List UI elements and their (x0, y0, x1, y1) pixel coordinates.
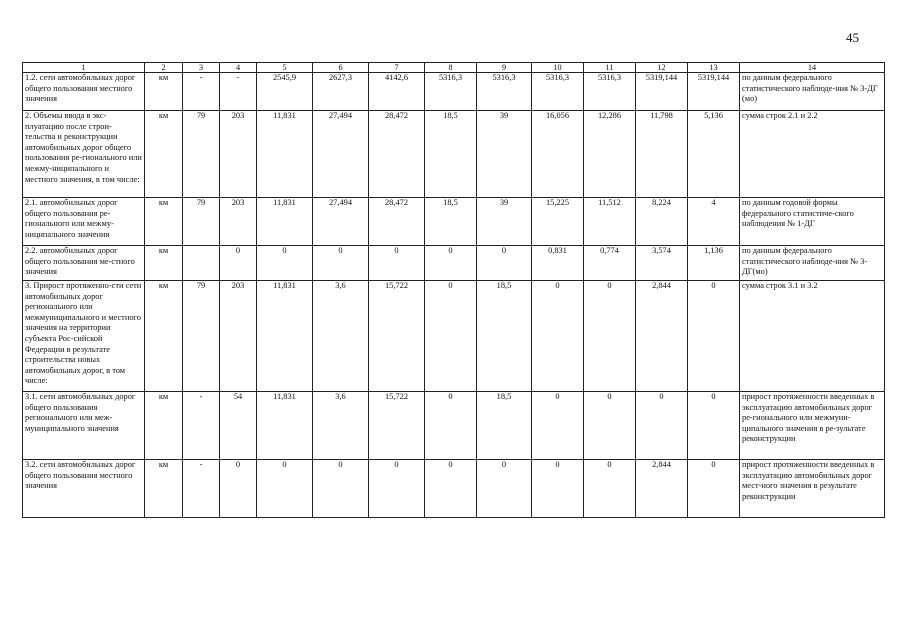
row-note-cell: прирост протяженности введенных в эксплуатацию автомобильных дорог мест-ного значения в результате реконструкции (740, 460, 885, 518)
row-note-cell: по данным годовой формы федерального статистиче-ского наблюдения № 1-ДГ (740, 198, 885, 246)
table-cell: 79 (183, 198, 220, 246)
table-cell: 0 (532, 460, 584, 518)
table-cell: 79 (183, 281, 220, 392)
table-cell: 28,472 (369, 198, 425, 246)
table-row (23, 460, 885, 518)
table-cell: 0 (369, 460, 425, 518)
table-cell: 2,844 (636, 281, 688, 392)
table-cell: км (145, 111, 183, 198)
row-label-cell: 2. Объемы ввода в экс-плуатацию после строи-тельства и реконструкции автомобильных дорог общего пользования ре-гионального или межму-ниципального и местного значения, в том числе: (23, 111, 145, 198)
table-cell: 2627,3 (313, 73, 369, 111)
table-cell: 0,774 (584, 246, 636, 281)
column-header-11: 11 (584, 63, 636, 73)
table-cell: 5316,3 (584, 73, 636, 111)
table-cell: 54 (220, 392, 257, 460)
table-cell: 18,5 (425, 111, 477, 198)
row-note-cell: прирост протяженности введенных в эксплуатацию автомобильных дорог ре-гионального или межмуни-ципального значения в ре-зультате реконструкции (740, 392, 885, 460)
table-cell: 15,722 (369, 281, 425, 392)
column-header-4: 4 (220, 63, 257, 73)
table-cell: км (145, 281, 183, 392)
row-label-cell: 1.2. сети автомобильных дорог общего пользования местного значения (23, 73, 145, 111)
column-header-5: 5 (257, 63, 313, 73)
table-cell: 0 (584, 392, 636, 460)
table-cell: 8,224 (636, 198, 688, 246)
table-cell: 18,5 (477, 281, 532, 392)
table-cell: км (145, 246, 183, 281)
row-note-cell: по данным федерального статистического наблюде-ния № 3-ДГ(мо) (740, 246, 885, 281)
table-cell: - (183, 73, 220, 111)
table-row (23, 198, 885, 246)
table-cell: 12,286 (584, 111, 636, 198)
table-cell: км (145, 198, 183, 246)
table-cell: 0 (688, 281, 740, 392)
table-cell: 5319,144 (636, 73, 688, 111)
column-header-2: 2 (145, 63, 183, 73)
table-cell: км (145, 392, 183, 460)
table-cell: 5316,3 (532, 73, 584, 111)
column-header-9: 9 (477, 63, 532, 73)
row-note-cell: сумма строк 2.1 и 2.2 (740, 111, 885, 198)
table-cell: 0,831 (532, 246, 584, 281)
table-cell: 0 (257, 246, 313, 281)
table-cell: 0 (313, 460, 369, 518)
table-cell: 0 (425, 281, 477, 392)
table-cell: 0 (477, 246, 532, 281)
table-cell: 0 (688, 392, 740, 460)
table-cell: - (183, 460, 220, 518)
data-table (22, 62, 885, 518)
table-cell: 0 (369, 246, 425, 281)
row-label-cell: 3. Прирост протяженно-сти сети автомобильных дорог регионального или межмуниципального и местного значения на территории субъекта Рос-сийской Федерации в результате строительства новых автомобильных дорог, в том числе: (23, 281, 145, 392)
column-header-8: 8 (425, 63, 477, 73)
table-cell: 16,056 (532, 111, 584, 198)
table-cell: 79 (183, 111, 220, 198)
column-header-1: 1 (23, 63, 145, 73)
column-header-6: 6 (313, 63, 369, 73)
column-header-7: 7 (369, 63, 425, 73)
table-cell: 5319,144 (688, 73, 740, 111)
table-cell: 0 (688, 460, 740, 518)
table-cell: 11,831 (257, 281, 313, 392)
table-cell: 203 (220, 281, 257, 392)
table-cell: 5316,3 (477, 73, 532, 111)
table-cell: - (183, 392, 220, 460)
table-cell: - (220, 73, 257, 111)
row-label-cell: 3.1. сети автомобильных дорог общего пользования регионального или меж-муниципального значения (23, 392, 145, 460)
table-cell: 3,574 (636, 246, 688, 281)
table-cell: 4142,6 (369, 73, 425, 111)
table-row (23, 246, 885, 281)
row-note-cell: по данным федерального статистического наблюде-ния № 3-ДГ (мо) (740, 73, 885, 111)
table-cell: 27,494 (313, 198, 369, 246)
table-cell: 11,512 (584, 198, 636, 246)
column-header-12: 12 (636, 63, 688, 73)
table-cell: 0 (584, 460, 636, 518)
row-label-cell: 2.2. автомобильных дорог общего пользования ме-стного значения (23, 246, 145, 281)
table-cell: 39 (477, 111, 532, 198)
table-cell (183, 246, 220, 281)
table-cell: 5,136 (688, 111, 740, 198)
table-cell: 3,6 (313, 392, 369, 460)
table-cell: 0 (477, 460, 532, 518)
table-cell: 15,225 (532, 198, 584, 246)
page-number: 45 (846, 30, 859, 45)
table-cell: 5316,3 (425, 73, 477, 111)
table-cell: 18,5 (477, 392, 532, 460)
table-cell: 1,136 (688, 246, 740, 281)
table-cell: 27,494 (313, 111, 369, 198)
table-cell: 0 (313, 246, 369, 281)
table-cell: 0 (257, 460, 313, 518)
table-row (23, 111, 885, 198)
table-cell: 0 (584, 281, 636, 392)
table-cell: 203 (220, 111, 257, 198)
table-row (23, 281, 885, 392)
table-cell: 4 (688, 198, 740, 246)
table-cell: 2,844 (636, 460, 688, 518)
column-header-3: 3 (183, 63, 220, 73)
table-cell: 203 (220, 198, 257, 246)
column-header-13: 13 (688, 63, 740, 73)
table-cell: 11,831 (257, 392, 313, 460)
column-header-14: 14 (740, 63, 885, 73)
table-cell: 3,6 (313, 281, 369, 392)
table-cell: 2545,9 (257, 73, 313, 111)
table-cell: 0 (425, 246, 477, 281)
table-cell: 15,722 (369, 392, 425, 460)
header-row (23, 63, 885, 73)
table-cell: 11,798 (636, 111, 688, 198)
table-cell: 0 (636, 392, 688, 460)
table-cell: 28,472 (369, 111, 425, 198)
table-cell: 0 (532, 281, 584, 392)
row-note-cell: сумма строк 3.1 и 3.2 (740, 281, 885, 392)
table-cell: 39 (477, 198, 532, 246)
table-cell: 11,831 (257, 111, 313, 198)
table-cell: 11,831 (257, 198, 313, 246)
table-cell: км (145, 73, 183, 111)
table-cell: 0 (220, 246, 257, 281)
table-cell: 0 (425, 392, 477, 460)
table-cell: км (145, 460, 183, 518)
column-header-10: 10 (532, 63, 584, 73)
table-cell: 0 (425, 460, 477, 518)
table-row (23, 392, 885, 460)
table-cell: 0 (220, 460, 257, 518)
table-cell: 18,5 (425, 198, 477, 246)
row-label-cell: 2.1. автомобильных дорог общего пользования ре-гионального или межму-ниципального значения (23, 198, 145, 246)
table-cell: 0 (532, 392, 584, 460)
row-label-cell: 3.2. сети автомобильных дорог общего пользования местного значения (23, 460, 145, 518)
table-row (23, 73, 885, 111)
